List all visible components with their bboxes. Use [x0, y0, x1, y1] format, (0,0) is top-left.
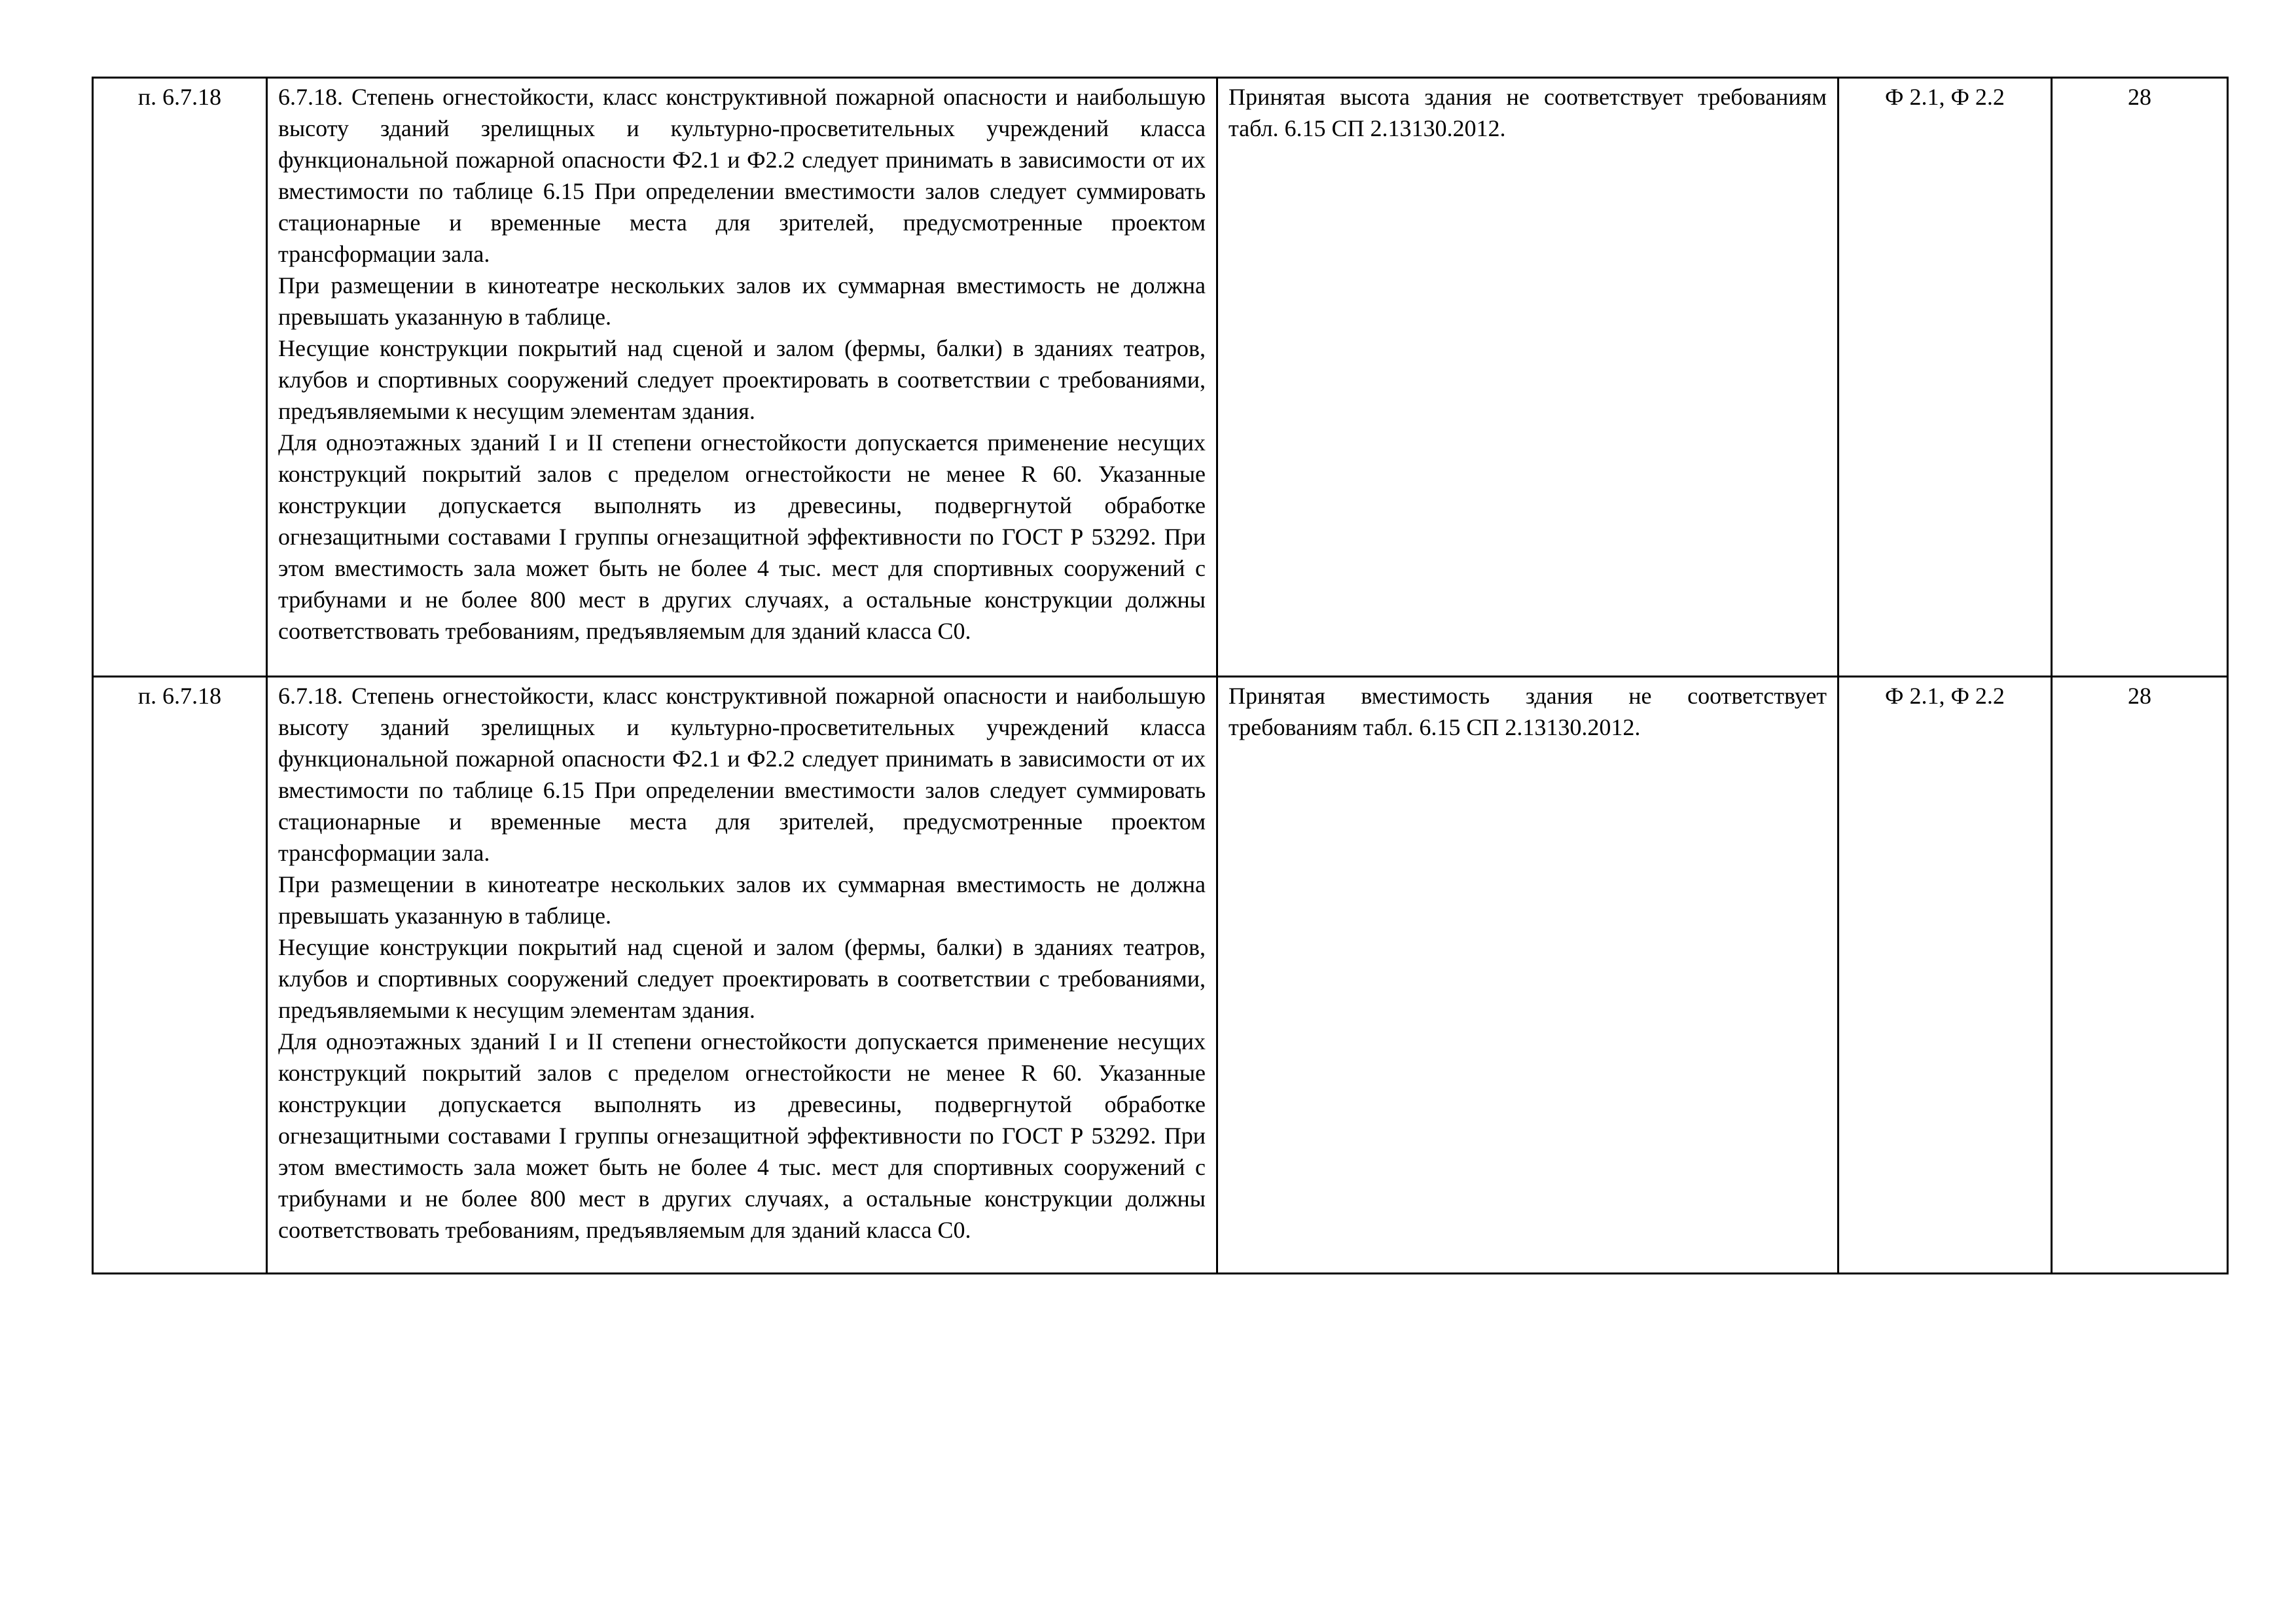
page-number-cell: 28: [2052, 677, 2228, 1274]
requirement-text-cell: [267, 78, 1217, 677]
requirement-paragraph: Несущие конструкции покрытий над сценой и залом (фермы, балки) в зданиях театров, клубов и спортивных сооружений следует проектировать в соответствии с требованиями, предъявляемыми к несущим элементам здания.: [278, 934, 1206, 1023]
requirement-paragraph: При размещении в кинотеатре нескольких залов их суммарная вместимость не должна превышать указанную в таблице.: [278, 272, 1206, 330]
requirement-paragraph: 6.7.18. Степень огнестойкости, класс конструктивной пожарной опасности и наибольшую высоту зданий зрелищных и культурно-просветительных учреждений класса функциональной пожарной опасности Ф2.1 и Ф2.2 следует принимать в зависимости от их вместимости по таблице 6.15 При определении вместимости залов следует суммировать стационарные и временные места для зрителей, предусмотренные проектом трансформации зала.: [278, 84, 1206, 267]
violation-description-cell: Принятая вместимость здания не соответствует требованиям табл. 6.15 СП 2.13130.2012.: [1217, 677, 1839, 1274]
page-number-cell: 28: [2052, 78, 2228, 677]
violations-table: [92, 77, 2229, 1274]
table-row: [93, 677, 2228, 1274]
table-row: [93, 78, 2228, 677]
requirement-paragraph: 6.7.18. Степень огнестойкости, класс конструктивной пожарной опасности и наибольшую высоту зданий зрелищных и культурно-просветительных учреждений класса функциональной пожарной опасности Ф2.1 и Ф2.2 следует принимать в зависимости от их вместимости по таблице 6.15 При определении вместимости залов следует суммировать стационарные и временные места для зрителей, предусмотренные проектом трансформации зала.: [278, 683, 1206, 866]
norm-reference-cell: п. 6.7.18: [93, 677, 267, 1274]
fire-class-cell: Ф 2.1, Ф 2.2: [1839, 677, 2052, 1274]
norm-reference-cell: п. 6.7.18: [93, 78, 267, 677]
requirement-paragraph: Несущие конструкции покрытий над сценой и залом (фермы, балки) в зданиях театров, клубов и спортивных сооружений следует проектировать в соответствии с требованиями, предъявляемыми к несущим элементам здания.: [278, 335, 1206, 424]
violation-description-cell: Принятая высота здания не соответствует требованиям табл. 6.15 СП 2.13130.2012.: [1217, 78, 1839, 677]
requirement-paragraph: Для одноэтажных зданий I и II степени огнестойкости допускается применение несущих конструкций покрытий залов с пределом огнестойкости не менее R 60. Указанные конструкции допускается выполнять из древесины, подвергнутой обработке огнезащитными составами I группы огнезащитной эффективности по ГОСТ Р 53292. При этом вместимость зала может быть не более 4 тыс. мест для спортивных сооружений с трибунами и не более 800 мест в других случаях, а остальные конструкции должны соответствовать требованиям, предъявляемым для зданий класса С0.: [278, 429, 1206, 644]
fire-class-cell: Ф 2.1, Ф 2.2: [1839, 78, 2052, 677]
requirement-text-cell: [267, 677, 1217, 1274]
requirement-paragraph: При размещении в кинотеатре нескольких залов их суммарная вместимость не должна превышать указанную в таблице.: [278, 871, 1206, 929]
requirement-paragraph: Для одноэтажных зданий I и II степени огнестойкости допускается применение несущих конструкций покрытий залов с пределом огнестойкости не менее R 60. Указанные конструкции допускается выполнять из древесины, подвергнутой обработке огнезащитными составами I группы огнезащитной эффективности по ГОСТ Р 53292. При этом вместимость зала может быть не более 4 тыс. мест для спортивных сооружений с трибунами и не более 800 мест в других случаях, а остальные конструкции должны соответствовать требованиям, предъявляемым для зданий класса С0.: [278, 1028, 1206, 1243]
